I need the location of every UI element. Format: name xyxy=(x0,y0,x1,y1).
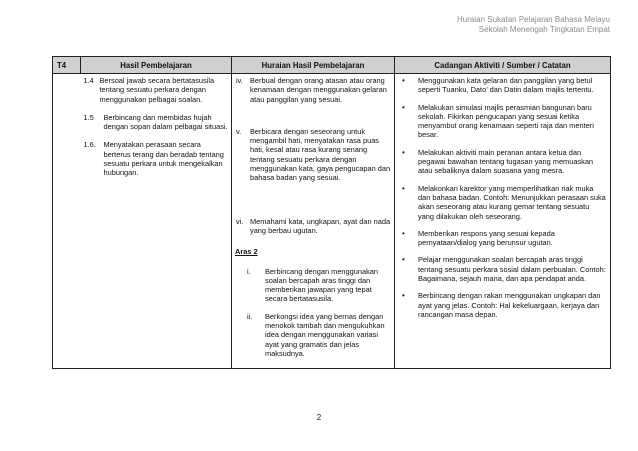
header-huraian: Huraian Hasil Pembelajaran xyxy=(232,57,395,74)
item-number: ii. xyxy=(247,311,253,321)
aras-heading: Aras 2 xyxy=(235,247,258,257)
item-text: Bersoal jawab secara bertatasusila tentang sesuatu perkara dengan menggunakan pelbagai soalan. xyxy=(99,76,215,104)
list-item xyxy=(398,184,607,221)
item-text: Menyatakan perasaan secara berterus terang dan beradab tentang sesuatu perkara untuk mengekalkan hubungan. xyxy=(103,140,224,178)
aras-item-i xyxy=(235,267,391,304)
item-number: v. xyxy=(236,126,242,136)
bullet-icon: • xyxy=(402,291,405,301)
item-text: Berbicara dengan seseorang untuk mengambil hati, menyatakan rasa puas hati, kesal atau rasa kurang senang tentang sesuatu perkara dengan menggunakan kata, gaya pengucapan dan bahasa badan yang sesuai. xyxy=(250,126,391,183)
header-line-1: Huraian Sukatan Pelajaran Bahasa Melayu xyxy=(457,15,610,24)
bullet-icon: • xyxy=(402,147,405,157)
list-item xyxy=(398,255,607,283)
hasil-item-1-5 xyxy=(84,113,229,132)
header-cadangan: Cadangan Aktiviti / Sumber / Catatan xyxy=(395,57,611,74)
list-item xyxy=(398,291,607,319)
hasil-item-1-6 xyxy=(84,140,229,177)
header-hasil: Hasil Pembelajaran xyxy=(81,57,232,74)
huraian-item-iv xyxy=(235,76,391,104)
item-number: 1.5 xyxy=(83,112,94,122)
list-item xyxy=(398,76,607,95)
cadangan-cell xyxy=(395,74,611,369)
header-t4: T4 xyxy=(53,57,81,74)
item-text: Pelajar menggunakan soalan bercapah aras tinggi tentang sesuatu perkara sosial dalam perbualan. Contoh: Bagaimana, sejauh mana, dan apa pendapat anda. xyxy=(418,255,606,284)
item-text: Berbincang dengan menggunakan soalan bercapah aras tinggi dan memberikan jawapan yang tepat secara bertatasusila. xyxy=(265,266,379,304)
aras-item-ii xyxy=(235,312,391,358)
list-item xyxy=(398,229,607,248)
item-text: Memberikan respons yang sesuai kepada pernyataan/dialog yang berunsur ugutan. xyxy=(418,228,555,248)
item-text: Melakukan aktiviti main peranan antara ketua dan pegawai bawahan tentang tugasan yang memuaskan atau sebaliknya dalam suasana yang mesra. xyxy=(418,147,594,176)
item-number: i. xyxy=(247,266,251,276)
bullet-icon: • xyxy=(402,183,405,193)
item-text: Berbual dengan orang atasan atau orang kenamaan dengan menggunakan gelaran atau panggilan yang sesuai. xyxy=(250,76,387,104)
bullet-icon: • xyxy=(402,228,405,238)
huraian-item-v xyxy=(235,127,391,183)
item-text: Berbincang dan membidas hujah dengan sopan dalam pelbagai situasi. xyxy=(103,112,228,132)
huraian-item-vi xyxy=(235,217,391,236)
item-number: vi. xyxy=(236,216,244,226)
item-text: Berbincang dengan rakan menggunakan ungkapan dan ayat yang jelas. Contoh: Hal kekeluargaan, kerjaya dan rancangan masa depan. xyxy=(418,291,601,319)
item-text: Melakonkan karektor yang memperlihatkan riak muka dan bahasa badan. Contoh: Menunjukkan perasaan suka akan seseorang atau kurang gemar tentang sesuatu yang dilakukan oleh seseorang. xyxy=(418,183,606,221)
item-text: Memahami kata, ungkapan, ayat dan nada yang berbau ugutan. xyxy=(250,216,391,235)
huraian-cell xyxy=(232,74,395,369)
hasil-cell xyxy=(81,74,232,369)
header-line-2: Sekolah Menengah Tingkatan Empat xyxy=(478,25,610,34)
item-text: Melakukan simulasi majlis perasmian bangunan baru sekolah. Fikirkan pengucapan yang sesuai ketika menyambut orang kenamaan seperti raja dan menteri besar. xyxy=(418,102,594,140)
curriculum-table xyxy=(52,56,611,369)
list-item xyxy=(398,103,607,140)
item-number: 1.6. xyxy=(83,140,96,150)
table-row xyxy=(53,74,611,369)
hasil-item-1-4 xyxy=(84,76,229,104)
page-number: 2 xyxy=(316,413,322,422)
item-number: iv. xyxy=(236,76,243,85)
bullet-icon: • xyxy=(402,102,405,112)
t4-cell xyxy=(53,74,81,369)
item-number: 1.4 xyxy=(83,76,94,85)
table-header-row xyxy=(53,57,611,74)
bullet-icon: • xyxy=(402,255,405,265)
running-header xyxy=(457,15,610,35)
bullet-icon: • xyxy=(402,76,405,85)
item-text: Menggunakan kata gelaran dan panggilan yang betul seperti Tuanku, Dato’ dan Datin dalam majlis tertentu. xyxy=(418,76,594,95)
list-item xyxy=(398,148,607,176)
item-text: Berkongsi idea yang bernas dengan menokok tambah dan mengukuhkan idea dengan menggunakan variasi ayat yang gramatis dan jelas maksudnya. xyxy=(265,311,385,358)
